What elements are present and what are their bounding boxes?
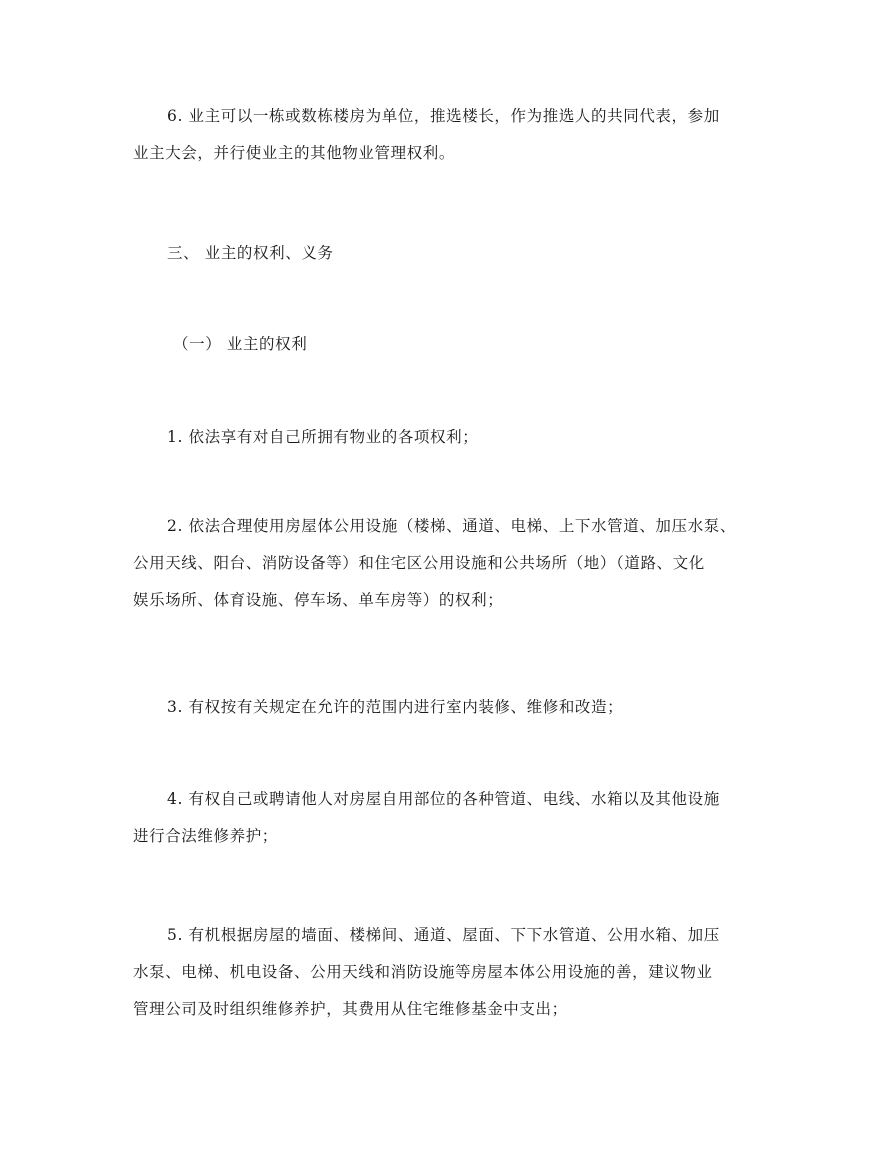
- paragraph-right-3: [133, 689, 773, 726]
- paragraph-right-2: [133, 508, 773, 619]
- text-line: 水泵、电梯、机电设备、公用天线和消防设施等房屋本体公用设施的善，建议物业: [133, 963, 713, 981]
- paragraph-owner-building-representative: [133, 98, 773, 172]
- section-heading-owner-rights-duties: [133, 235, 773, 272]
- text-line: 进行合法维修养护；: [133, 827, 278, 845]
- text-line: 业主大会，并行使业主的其他物业管理权利。: [133, 144, 456, 162]
- text-line: 娱乐场所、体育设施、停车场、单车房等）的权利；: [133, 591, 504, 609]
- subsection-heading-owner-rights: [133, 326, 773, 363]
- text-line: 4. 有权自己或聘请他人对房屋自用部位的各种管道、电线、水箱以及其他设施: [167, 790, 720, 808]
- text-line: 管理公司及时组织维修养护，其费用从住宅维修基金中支出；: [133, 1000, 568, 1018]
- text-line: 3. 有权按有关规定在允许的范围内进行室内装修、维修和改造；: [167, 698, 624, 716]
- paragraph-right-5: [133, 917, 773, 1028]
- paragraph-right-1: [133, 419, 773, 456]
- text-line: 5. 有机根据房屋的墙面、楼梯间、通道、屋面、下下水管道、公用水箱、加压: [167, 926, 720, 944]
- text-line: 公用天线、阳台、消防设备等）和住宅区公用设施和公共场所（地）（道路、文化: [133, 554, 705, 572]
- paragraph-right-4: [133, 781, 773, 855]
- text-line: 6. 业主可以一栋或数栋楼房为单位，推选楼长，作为推选人的共同代表，参加: [167, 107, 720, 125]
- text-line: 三、 业主的权利、义务: [167, 244, 334, 262]
- text-line: 1. 依法享有对自己所拥有物业的各项权利；: [167, 428, 479, 446]
- text-line: 2. 依法合理使用房屋体公用设施（楼梯、通道、电梯、上下水管道、加压水泵、: [167, 517, 736, 535]
- text-line: （一） 业主的权利: [173, 335, 308, 353]
